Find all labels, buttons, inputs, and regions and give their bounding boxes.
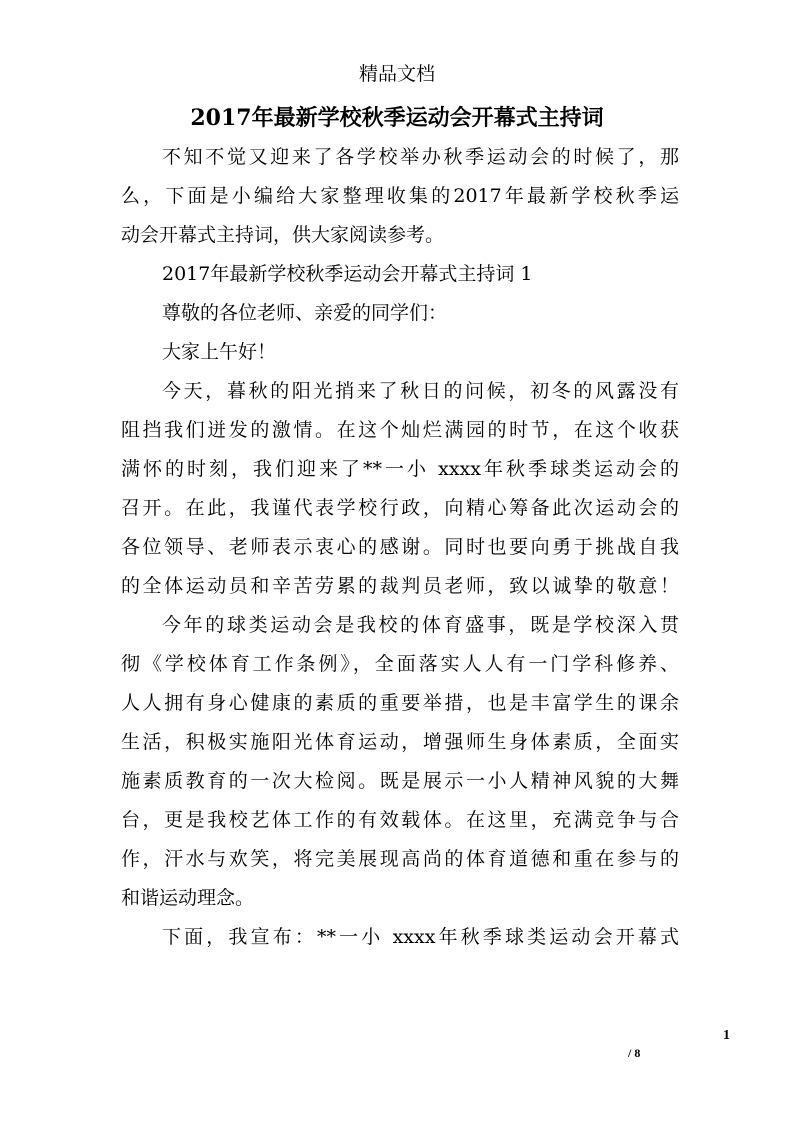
body-line: 施素质教育的一次大检阅。既是展示一小人精神风貌的大舞	[121, 770, 679, 792]
document-header: 精品文档	[358, 63, 435, 85]
body-line: 么，下面是小编给大家整理收集的2017年最新学校秋季运	[121, 185, 679, 207]
body-line: 作，汗水与欢笑，将完美展现高尚的体育道德和重在参与的	[121, 848, 679, 870]
body-line: 下面，我宣布：**一小 xxxx年秋季球类运动会开幕式	[162, 926, 679, 948]
body-line: 2017年最新学校秋季运动会开幕式主持词 1	[162, 263, 533, 285]
body-line: 尊敬的各位老师、亲爱的同学们：	[162, 302, 448, 324]
body-line: 彻《学校体育工作条例》，全面落实人人有一门学科修养、	[121, 653, 679, 675]
body-line: 各位领导、老师表示衷心的感谢。同时也要向勇于挑战自我	[121, 536, 679, 558]
body-line: 和谐运动理念。	[121, 887, 255, 909]
body-line: 生活，积极实施阳光体育运动，增强师生身体素质，全面实	[121, 731, 679, 753]
body-line: 今天，暮秋的阳光捎来了秋日的问候，初冬的风露没有	[162, 380, 679, 402]
body-line: 阻挡我们迸发的激情。在这个灿烂满园的时节，在这个收获	[121, 419, 679, 441]
body-line: 大家上午好！	[162, 341, 277, 363]
document-body	[121, 138, 679, 957]
body-line: 动会开幕式主持词，供大家阅读参考。	[121, 224, 445, 246]
body-line: 台，更是我校艺体工作的有效载体。在这里，充满竞争与合	[121, 809, 679, 831]
body-line: 不知不觉又迎来了各学校举办秋季运动会的时候了，那	[162, 146, 679, 168]
body-line: 人人拥有身心健康的素质的重要举措，也是丰富学生的课余	[121, 692, 679, 714]
document-title: 2017年最新学校秋季运动会开幕式主持词	[190, 105, 604, 131]
page-number: 1	[723, 1028, 730, 1043]
body-line: 满怀的时刻，我们迎来了**一小 xxxx年秋季球类运动会的	[121, 458, 679, 480]
page-total: / 8	[628, 1046, 641, 1060]
body-line: 的全体运动员和辛苦劳累的裁判员老师，致以诚挚的敬意！	[121, 575, 679, 597]
body-line: 今年的球类运动会是我校的体育盛事，既是学校深入贯	[162, 614, 679, 636]
body-line: 召开。在此，我谨代表学校行政，向精心筹备此次运动会的	[121, 497, 679, 519]
